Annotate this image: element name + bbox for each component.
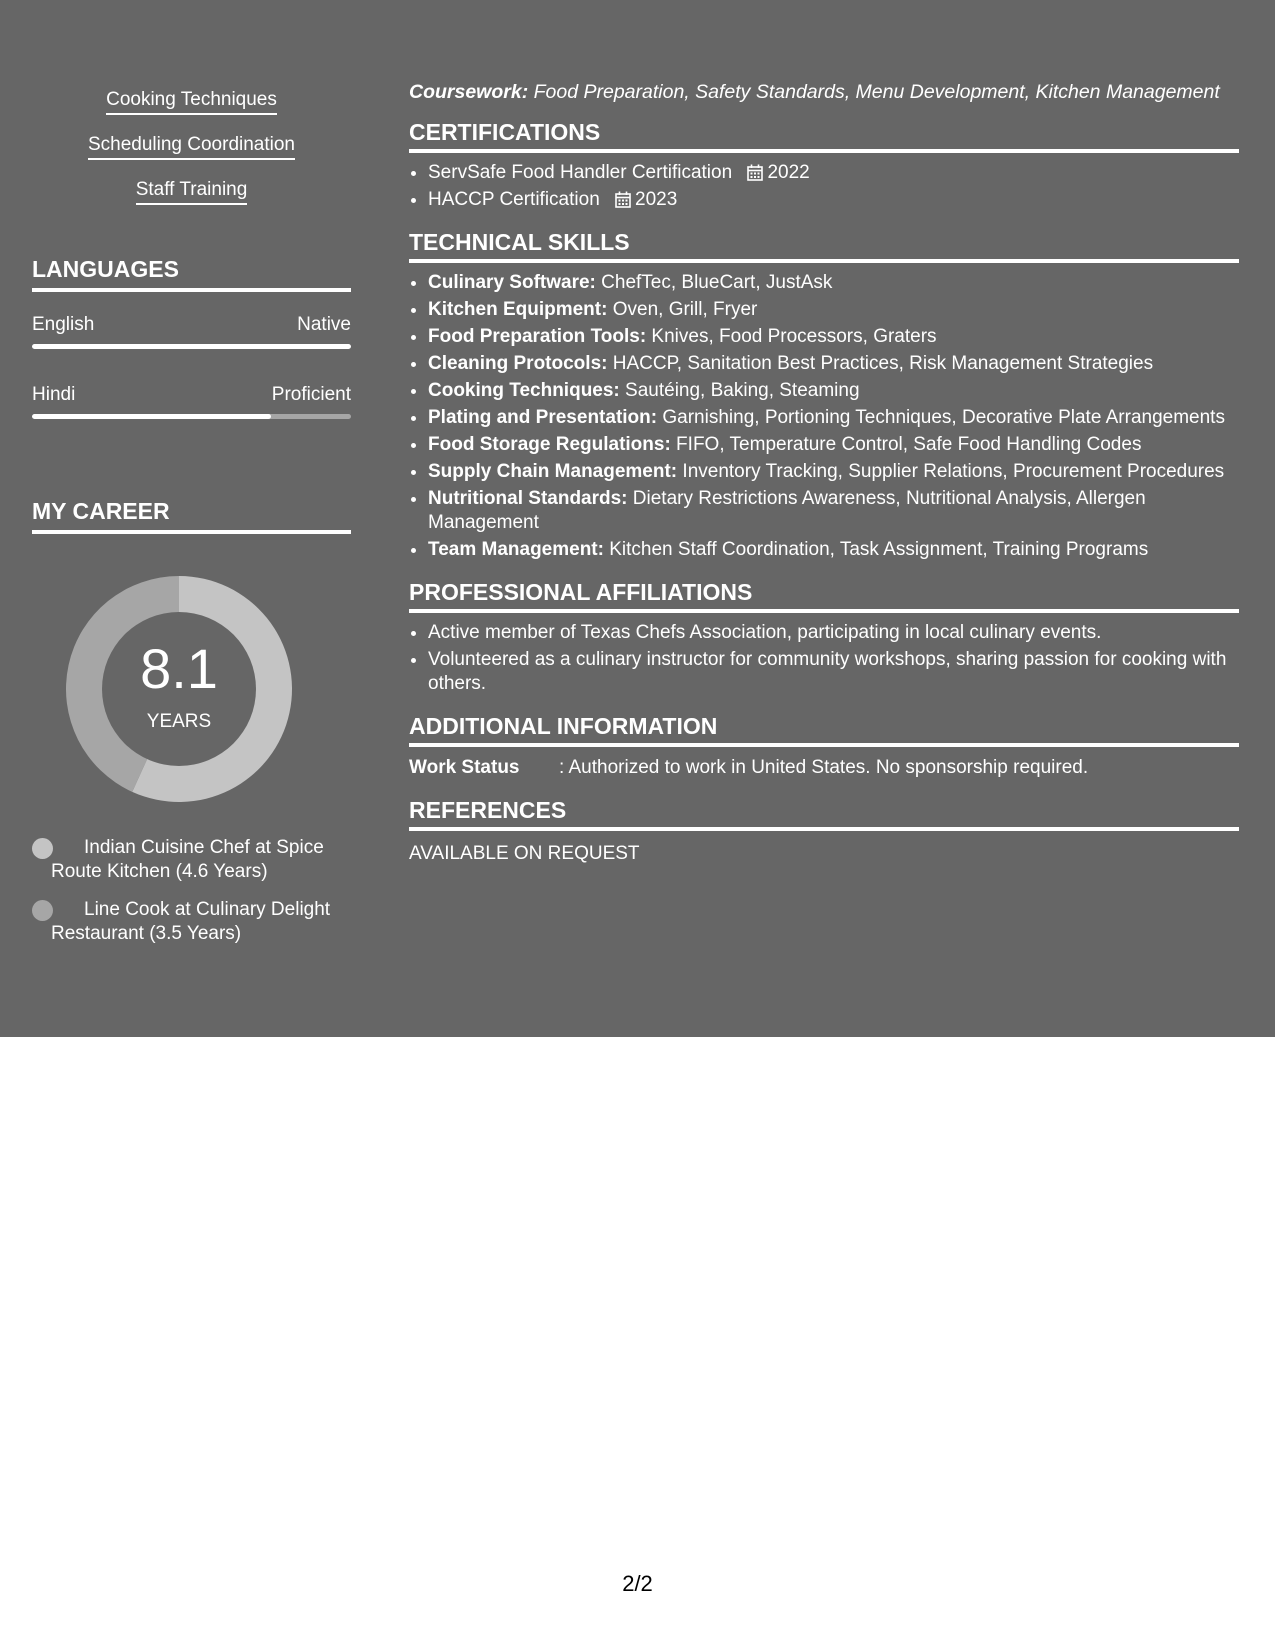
list-item: [428, 433, 1239, 457]
language-level: Proficient: [271, 384, 351, 405]
career-legend-dot: [32, 900, 53, 921]
skill-value: ChefTec, BlueCart, JustAsk: [595, 272, 833, 293]
skill-value: Garnishing, Portioning Techniques, Decorative Plate Arrangements: [657, 407, 1225, 428]
list-item: [428, 487, 1239, 535]
skill-label: Team Management:: [428, 539, 604, 560]
affiliations-heading: PROFESSIONAL AFFILIATIONS: [409, 578, 1239, 613]
list-item: [428, 352, 1239, 376]
language-name: English: [32, 314, 95, 335]
languages-heading: LANGUAGES: [32, 255, 351, 292]
coursework-line: [409, 78, 1239, 106]
list-item: [428, 271, 1239, 295]
language-row: [32, 382, 351, 408]
skill-value: Oven, Grill, Fryer: [607, 299, 758, 320]
coursework-label: Coursework:: [409, 81, 529, 103]
career-item: Line Cook at Culinary Delight Restaurant (3.5 Years): [51, 899, 331, 944]
skill-value: HACCP, Sanitation Best Practices, Risk Management Strategies: [607, 353, 1154, 374]
list-item: • Volunteered as a culinary instructor for community workshops, sharing passion for cooking with others.: [428, 648, 1239, 696]
career-total-unit: YEARS: [146, 711, 212, 732]
skill-label: Cooking Techniques:: [428, 380, 620, 401]
work-status-value: : Authorized to work in United States. No sponsorship required.: [559, 757, 1089, 778]
skill-label: Food Preparation Tools:: [428, 326, 647, 347]
career-legend-dot: [32, 838, 53, 859]
skill-label: Kitchen Equipment:: [428, 299, 608, 320]
coursework-text: Food Preparation, Safety Standards, Menu Development, Kitchen Management: [528, 81, 1220, 103]
affiliations-list: [409, 621, 1239, 696]
career-total-value: 8.1: [140, 637, 218, 700]
certification-year: 2022: [767, 162, 810, 183]
list-item: [428, 188, 1239, 212]
skill-tag: Cooking Techniques: [32, 88, 351, 115]
additional-info-heading: ADDITIONAL INFORMATION: [409, 712, 1239, 747]
career-donut-chart: [66, 576, 292, 802]
skill-label: Cleaning Protocols:: [428, 353, 608, 374]
list-item: [428, 161, 1239, 185]
skill-label: Plating and Presentation:: [428, 407, 658, 428]
references-heading: REFERENCES: [409, 796, 1239, 831]
technical-skills-heading: TECHNICAL SKILLS: [409, 228, 1239, 263]
skill-label: Supply Chain Management:: [428, 461, 678, 482]
certification-year: 2023: [635, 189, 678, 210]
language-name: Hindi: [32, 384, 76, 405]
list-item: [428, 298, 1239, 322]
skill-value: Inventory Tracking, Supplier Relations, Procurement Procedures: [677, 461, 1225, 482]
list-item: [428, 325, 1239, 349]
skill-tag: Scheduling Coordination: [32, 133, 351, 160]
skill-tag: Staff Training: [32, 178, 351, 205]
certifications-list: [409, 161, 1239, 212]
language-level: Native: [297, 314, 351, 335]
skill-value: Knives, Food Processors, Graters: [646, 326, 937, 347]
career-heading: MY CAREER: [32, 497, 351, 534]
certification-name: HACCP Certification: [428, 189, 600, 210]
language-row: [32, 312, 351, 338]
skill-value: Kitchen Staff Coordination, Task Assignment, Training Programs: [603, 539, 1149, 560]
page-number: 2/2: [622, 1571, 653, 1596]
calendar-icon: [747, 164, 763, 181]
main-content: [409, 78, 1239, 866]
skill-label: Culinary Software:: [428, 272, 596, 293]
language-proficiency-bar: [32, 344, 351, 349]
list-item: [428, 460, 1239, 484]
calendar-icon: [615, 191, 631, 208]
work-status-label: Work Status: [409, 757, 520, 778]
list-item: [428, 379, 1239, 403]
references-text: AVAILABLE ON REQUEST: [409, 843, 640, 864]
list-item: [428, 406, 1239, 430]
language-proficiency-fill: [32, 344, 351, 349]
language-proficiency-fill: [32, 414, 271, 419]
skill-label: Nutritional Standards:: [428, 488, 628, 509]
skill-value: Sautéing, Baking, Steaming: [619, 380, 860, 401]
skill-label: Food Storage Regulations:: [428, 434, 671, 455]
list-item: • Active member of Texas Chefs Association, participating in local culinary events.: [428, 621, 1239, 645]
technical-skills-list: [409, 271, 1239, 562]
skill-value: FIFO, Temperature Control, Safe Food Handling Codes: [670, 434, 1142, 455]
certification-name: ServSafe Food Handler Certification: [428, 162, 733, 183]
list-item: [428, 538, 1239, 562]
career-item: Indian Cuisine Chef at Spice Route Kitchen (4.6 Years): [51, 837, 324, 882]
language-proficiency-bar: [32, 414, 351, 419]
skill-value: Dietary Restrictions Awareness, Nutritional Analysis, Allergen Management: [428, 488, 1146, 533]
certifications-heading: CERTIFICATIONS: [409, 118, 1239, 153]
work-status-row: [409, 756, 1239, 780]
